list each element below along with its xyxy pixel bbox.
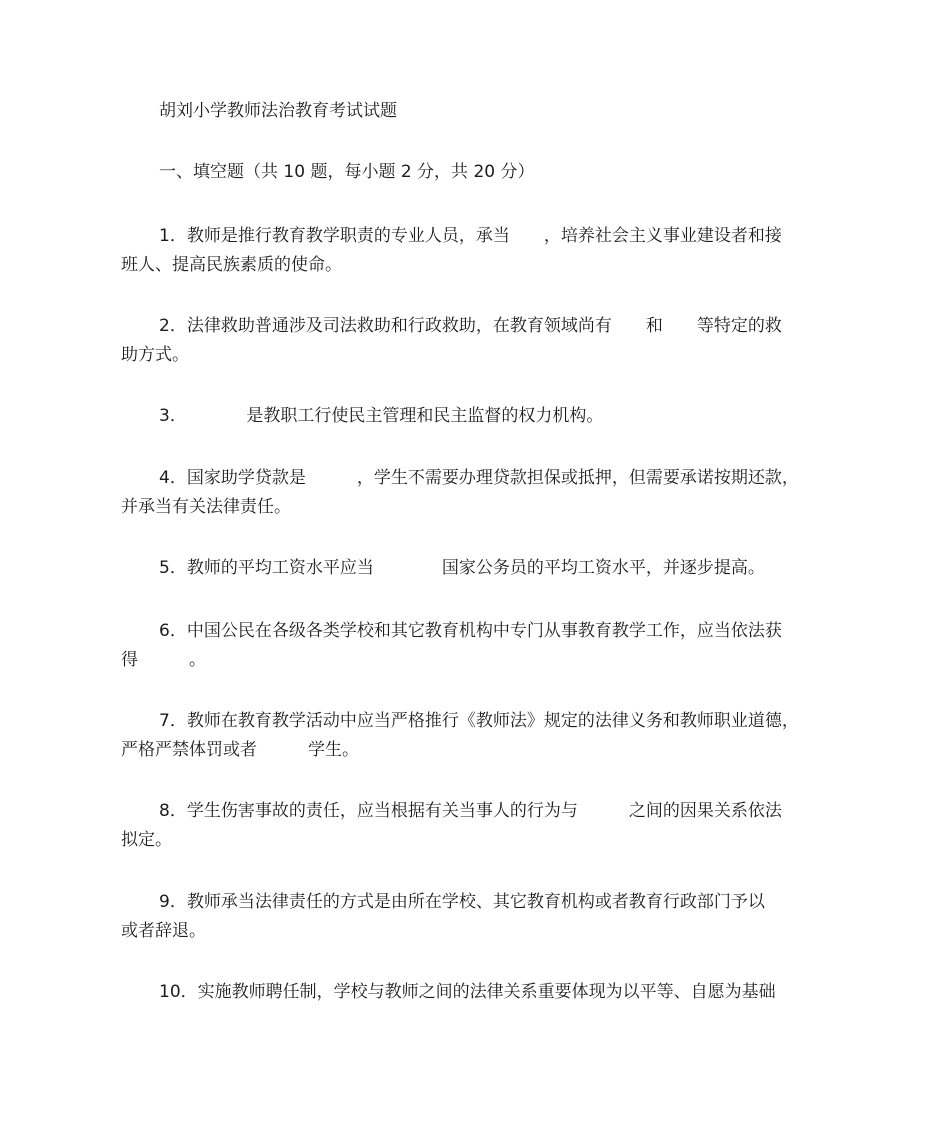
question-4-line-1: 4．国家助学贷款是 ，学生不需要办理贷款担保或抵押，但需要承诺按期还款， bbox=[159, 468, 799, 488]
question-1-line-1: 1．教师是推行教育教学职责的专业人员，承当 ，培养社会主义事业建设者和接 bbox=[159, 226, 782, 246]
document-title: 胡刘小学教师法治教育考试试题 bbox=[159, 101, 397, 121]
question-8-line-1: 8．学生伤害事故的责任，应当根据有关当事人的行为与 之间的因果关系依法 bbox=[159, 801, 782, 821]
question-1-line-2: 班人、提高民族素质的使命。 bbox=[121, 255, 342, 275]
question-9-line-2: 或者辞退。 bbox=[121, 921, 206, 941]
question-7-line-1: 7．教师在教育教学活动中应当严格推行《教师法》规定的法律义务和教师职业道德， bbox=[159, 711, 799, 731]
section-heading: 一、填空题（共 10 题，每小题 2 分，共 20 分） bbox=[159, 162, 535, 182]
question-3-line-1: 3． 是教职工行使民主管理和民主监督的权力机构。 bbox=[159, 406, 604, 426]
question-5-line-1: 5．教师的平均工资水平应当 国家公务员的平均工资水平，并逐步提高。 bbox=[159, 558, 765, 578]
question-2-line-1: 2．法律救助普通涉及司法救助和行政救助，在教育领域尚有 和 等特定的救 bbox=[159, 316, 782, 336]
question-10-line-1: 10．实施教师聘任制，学校与教师之间的法律关系重要体现为以平等、自愿为基础 bbox=[159, 982, 776, 1002]
question-9-line-1: 9．教师承当法律责任的方式是由所在学校、其它教育机构或者教育行政部门予以 bbox=[159, 892, 765, 912]
question-6-line-1: 6．中国公民在各级各类学校和其它教育机构中专门从事教育教学工作，应当依法获 bbox=[159, 621, 782, 641]
question-8-line-2: 拟定。 bbox=[121, 830, 172, 850]
question-6-line-2: 得 。 bbox=[121, 650, 206, 670]
question-4-line-2: 并承当有关法律责任。 bbox=[121, 497, 291, 517]
question-2-line-2: 助方式。 bbox=[121, 345, 189, 365]
question-7-line-2: 严格严禁体罚或者 学生。 bbox=[121, 740, 359, 760]
